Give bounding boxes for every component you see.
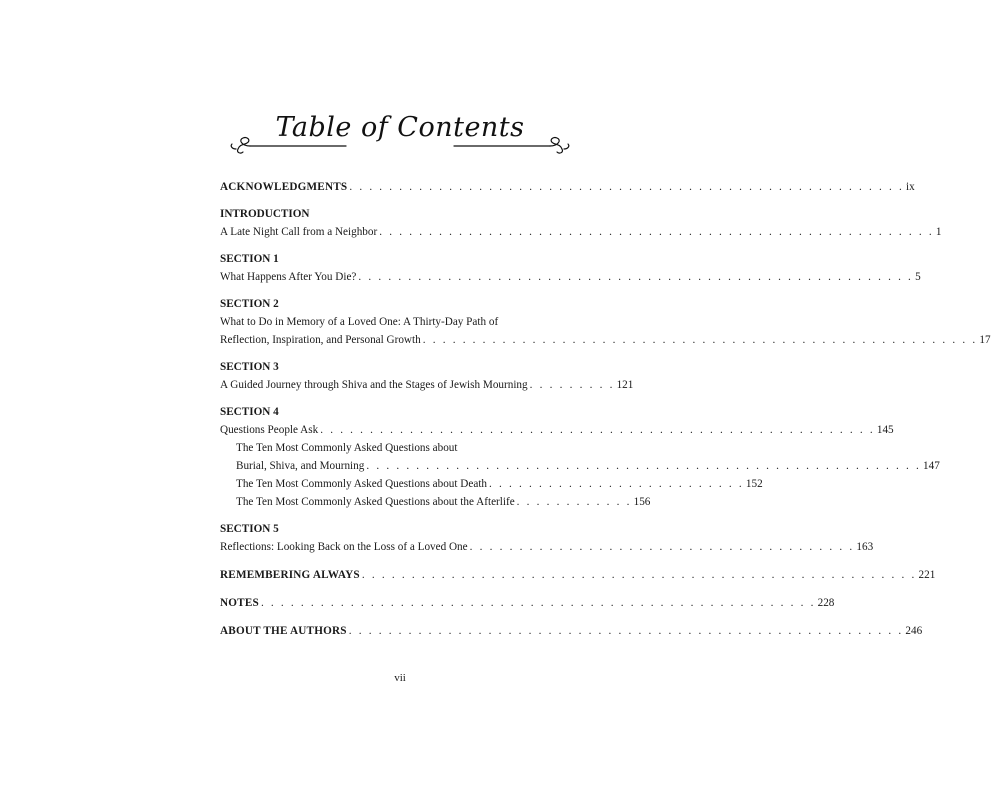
toc-entry-questions-afterlife[interactable]: The Ten Most Commonly Asked Questions about the Afterlife . . . . . . . . . . . . 156 — [220, 493, 578, 511]
dot-leader: . . . . . . . . . . . . . . . . . . . . . . . . . . . . . . . . . . . . . . . . . . . . . . . . . . . . . . . . — [379, 226, 934, 238]
section-heading-4: SECTION 4 — [220, 406, 279, 418]
toc-heading-block — [228, 110, 572, 160]
toc-entry-acknowledgments[interactable]: ACKNOWLEDGMENTS . . . . . . . . . . . . . . . . . . . . . . . . . . . . . . . . . . . . . . . . . . . . . . . . . . . . . . . . ix — [220, 178, 578, 196]
toc-entry-guided-journey[interactable]: A Guided Journey through Shiva and the Stages of Jewish Mourning . . . . . . . . . 121 — [220, 376, 578, 394]
section-heading-3: SECTION 3 — [220, 361, 279, 373]
dot-leader: . . . . . . . . . . . . . . . . . . . . . . . . . . . . . . . . . . . . . . . . . . . . . . . . . . . . . . . . — [349, 181, 904, 193]
toc-entry-about-the-authors[interactable]: ABOUT THE AUTHORS . . . . . . . . . . . . . . . . . . . . . . . . . . . . . . . . . . . . . . . . . . . . . . . . . . . . . . . . 246 — [220, 622, 578, 640]
section-heading-1: SECTION 1 — [220, 253, 279, 265]
dot-leader: . . . . . . . . . . . . . . . . . . . . . . . . . . . . . . . . . . . . . . . . . . . . . . . . . . . . . . . . — [260, 597, 816, 609]
dot-leader: . . . . . . . . . . . . — [516, 496, 632, 508]
toc-entry-notes[interactable]: NOTES . . . . . . . . . . . . . . . . . . . . . . . . . . . . . . . . . . . . . . . . . . . . . . . . . . . . . . . . 228 — [220, 594, 578, 612]
page-number: vii — [394, 672, 406, 684]
section-heading-2: SECTION 2 — [220, 298, 279, 310]
toc-entry-questions-death[interactable]: The Ten Most Commonly Asked Questions about Death . . . . . . . . . . . . . . . . . . . . . . . . . . 152 — [220, 475, 578, 493]
dot-leader: . . . . . . . . . — [529, 379, 615, 391]
toc-entry-reflection-growth[interactable]: Reflection, Inspiration, and Personal Growth . . . . . . . . . . . . . . . . . . . . . . . . . . . . . . . . . . . . . . . . . . . . . . . . . . . . . . . . 17 — [220, 331, 578, 349]
toc-entry-burial-shiva[interactable]: Burial, Shiva, and Mourning . . . . . . . . . . . . . . . . . . . . . . . . . . . . . . . . . . . . . . . . . . . . . . . . . . . . . . . . 147 — [220, 457, 578, 475]
section-heading-introduction: INTRODUCTION — [220, 208, 310, 220]
toc-entry-memory-line1[interactable]: What to Do in Memory of a Loved One: A Thirty-Day Path of — [220, 316, 499, 328]
toc-entry-questions-burial-line1[interactable]: The Ten Most Commonly Asked Questions about — [236, 442, 458, 454]
toc-entry-questions-people-ask[interactable]: Questions People Ask . . . . . . . . . . . . . . . . . . . . . . . . . . . . . . . . . . . . . . . . . . . . . . . . . . . . . . . . 145 — [220, 421, 578, 439]
toc-entry-late-night-call[interactable]: A Late Night Call from a Neighbor . . . . . . . . . . . . . . . . . . . . . . . . . . . . . . . . . . . . . . . . . . . . . . . . . . . . . . . . 1 — [220, 223, 578, 241]
dot-leader: . . . . . . . . . . . . . . . . . . . . . . . . . . . . . . . . . . . . . . . . . . . . . . . . . . . . . . . . — [348, 625, 904, 637]
toc-entry-what-happens[interactable]: What Happens After You Die? . . . . . . . . . . . . . . . . . . . . . . . . . . . . . . . . . . . . . . . . . . . . . . . . . . . . . . . . 5 — [220, 268, 578, 286]
toc-heading: Table of Contents — [275, 112, 525, 143]
ornamental-rule — [228, 132, 572, 158]
dot-leader: . . . . . . . . . . . . . . . . . . . . . . . . . . . . . . . . . . . . . . . . . . . . . . . . . . . . . . . . — [366, 460, 921, 472]
table-of-contents — [220, 178, 991, 640]
section-heading-5: SECTION 5 — [220, 523, 279, 535]
dot-leader: . . . . . . . . . . . . . . . . . . . . . . . . . . . . . . . . . . . . . . . . . . . . . . . . . . . . . . . . — [361, 569, 917, 581]
dot-leader: . . . . . . . . . . . . . . . . . . . . . . . . . . . . . . . . . . . . . . . . . . . . . . . . . . . . . . . . — [320, 424, 875, 436]
dot-leader: . . . . . . . . . . . . . . . . . . . . . . . . . . . . . . . . . . . . . . . . . . . . . . . . . . . . . . . . — [422, 334, 978, 346]
toc-entry-remembering-always[interactable]: REMEMBERING ALWAYS . . . . . . . . . . . . . . . . . . . . . . . . . . . . . . . . . . . . . . . . . . . . . . . . . . . . . . . . 221 — [220, 566, 578, 584]
dot-leader: . . . . . . . . . . . . . . . . . . . . . . . . . . . . . . . . . . . . . . . . . . . . . . . . . . . . . . . . — [358, 271, 914, 283]
toc-entry-reflections[interactable]: Reflections: Looking Back on the Loss of a Loved One . . . . . . . . . . . . . . . . . . . . . . . . . . . . . . . . . . . . . . . 163 — [220, 538, 578, 556]
dot-leader: . . . . . . . . . . . . . . . . . . . . . . . . . . . . . . . . . . . . . . . — [469, 541, 855, 553]
dot-leader: . . . . . . . . . . . . . . . . . . . . . . . . . . — [489, 478, 744, 490]
